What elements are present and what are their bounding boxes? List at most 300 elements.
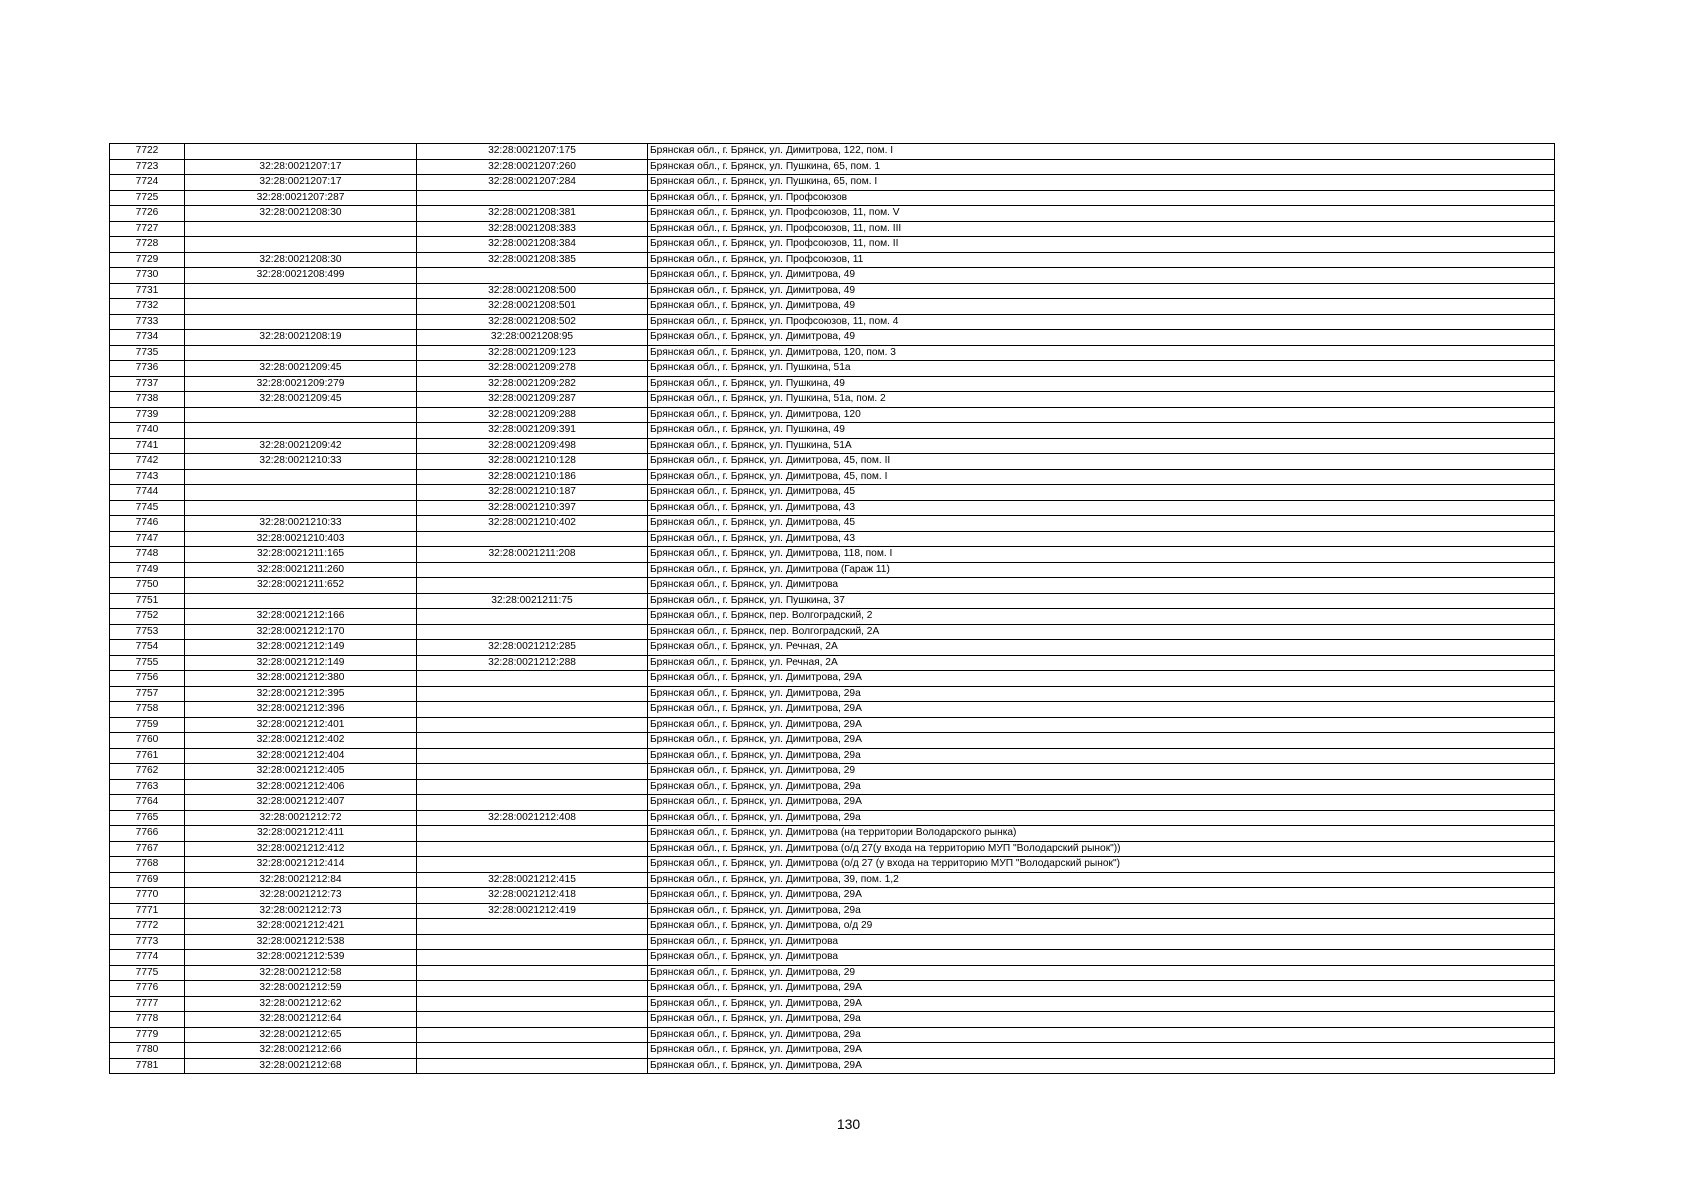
row-number-cell: 7724 bbox=[110, 175, 185, 191]
address-cell: Брянская обл., г. Брянск, ул. Димитрова, 45, пом. I bbox=[648, 469, 1555, 485]
row-number-cell: 7776 bbox=[110, 981, 185, 997]
object-cadastral-cell: 32:28:0021209:287 bbox=[417, 392, 648, 408]
parcel-cadastral-cell: 32:28:0021211:165 bbox=[185, 547, 417, 563]
table-row bbox=[110, 454, 1555, 470]
row-number-cell: 7738 bbox=[110, 392, 185, 408]
row-number-cell: 7781 bbox=[110, 1058, 185, 1074]
row-number-cell: 7780 bbox=[110, 1043, 185, 1059]
address-cell: Брянская обл., г. Брянск, ул. Димитрова, 29а bbox=[648, 1027, 1555, 1043]
table-row bbox=[110, 283, 1555, 299]
parcel-cadastral-cell: 32:28:0021212:149 bbox=[185, 640, 417, 656]
row-number-cell: 7768 bbox=[110, 857, 185, 873]
object-cadastral-cell: 32:28:0021212:418 bbox=[417, 888, 648, 904]
parcel-cadastral-cell: 32:28:0021212:73 bbox=[185, 888, 417, 904]
object-cadastral-cell: 32:28:0021207:175 bbox=[417, 144, 648, 160]
table-row bbox=[110, 671, 1555, 687]
object-cadastral-cell: 32:28:0021210:187 bbox=[417, 485, 648, 501]
row-number-cell: 7742 bbox=[110, 454, 185, 470]
parcel-cadastral-cell: 32:28:0021211:652 bbox=[185, 578, 417, 594]
registry-table bbox=[109, 143, 1555, 1074]
object-cadastral-cell bbox=[417, 779, 648, 795]
parcel-cadastral-cell bbox=[185, 345, 417, 361]
object-cadastral-cell: 32:28:0021208:384 bbox=[417, 237, 648, 253]
address-cell: Брянская обл., г. Брянск, ул. Димитрова, 29 bbox=[648, 965, 1555, 981]
row-number-cell: 7761 bbox=[110, 748, 185, 764]
parcel-cadastral-cell: 32:28:0021207:17 bbox=[185, 159, 417, 175]
object-cadastral-cell bbox=[417, 578, 648, 594]
parcel-cadastral-cell: 32:28:0021212:66 bbox=[185, 1043, 417, 1059]
table-row bbox=[110, 252, 1555, 268]
table-row bbox=[110, 547, 1555, 563]
address-cell: Брянская обл., г. Брянск, пер. Волгоградский, 2 bbox=[648, 609, 1555, 625]
table-row bbox=[110, 810, 1555, 826]
address-cell: Брянская обл., г. Брянск, ул. Профсоюзов, 11 bbox=[648, 252, 1555, 268]
parcel-cadastral-cell: 32:28:0021212:404 bbox=[185, 748, 417, 764]
parcel-cadastral-cell: 32:28:0021212:412 bbox=[185, 841, 417, 857]
row-number-cell: 7766 bbox=[110, 826, 185, 842]
address-cell: Брянская обл., г. Брянск, ул. Димитрова bbox=[648, 578, 1555, 594]
table-row bbox=[110, 733, 1555, 749]
address-cell: Брянская обл., г. Брянск, ул. Димитрова, 122, пом. I bbox=[648, 144, 1555, 160]
object-cadastral-cell bbox=[417, 857, 648, 873]
object-cadastral-cell bbox=[417, 268, 648, 284]
address-cell: Брянская обл., г. Брянск, ул. Димитрова, 29 bbox=[648, 764, 1555, 780]
table-row bbox=[110, 640, 1555, 656]
address-cell: Брянская обл., г. Брянск, ул. Речная, 2А bbox=[648, 640, 1555, 656]
address-cell: Брянская обл., г. Брянск, ул. Димитрова, 29а bbox=[648, 686, 1555, 702]
table-row bbox=[110, 345, 1555, 361]
table-row bbox=[110, 826, 1555, 842]
address-cell: Брянская обл., г. Брянск, ул. Пушкина, 49 bbox=[648, 423, 1555, 439]
parcel-cadastral-cell bbox=[185, 237, 417, 253]
address-cell: Брянская обл., г. Брянск, ул. Димитрова, 49 bbox=[648, 330, 1555, 346]
object-cadastral-cell bbox=[417, 190, 648, 206]
row-number-cell: 7726 bbox=[110, 206, 185, 222]
object-cadastral-cell bbox=[417, 965, 648, 981]
address-cell: Брянская обл., г. Брянск, ул. Димитрова (на территории Володарского рынка) bbox=[648, 826, 1555, 842]
object-cadastral-cell: 32:28:0021208:385 bbox=[417, 252, 648, 268]
row-number-cell: 7758 bbox=[110, 702, 185, 718]
object-cadastral-cell bbox=[417, 562, 648, 578]
table-row bbox=[110, 485, 1555, 501]
table-row bbox=[110, 469, 1555, 485]
parcel-cadastral-cell: 32:28:0021210:403 bbox=[185, 531, 417, 547]
address-cell: Брянская обл., г. Брянск, ул. Димитрова, 29а bbox=[648, 1012, 1555, 1028]
table-row bbox=[110, 237, 1555, 253]
row-number-cell: 7727 bbox=[110, 221, 185, 237]
parcel-cadastral-cell: 32:28:0021207:17 bbox=[185, 175, 417, 191]
row-number-cell: 7722 bbox=[110, 144, 185, 160]
row-number-cell: 7762 bbox=[110, 764, 185, 780]
address-cell: Брянская обл., г. Брянск, ул. Димитрова, 29А bbox=[648, 981, 1555, 997]
object-cadastral-cell: 32:28:0021211:208 bbox=[417, 547, 648, 563]
object-cadastral-cell: 32:28:0021209:278 bbox=[417, 361, 648, 377]
object-cadastral-cell: 32:28:0021209:288 bbox=[417, 407, 648, 423]
table-row bbox=[110, 423, 1555, 439]
address-cell: Брянская обл., г. Брянск, ул. Пушкина, 65, пом. 1 bbox=[648, 159, 1555, 175]
address-cell: Брянская обл., г. Брянск, ул. Пушкина, 51А bbox=[648, 438, 1555, 454]
row-number-cell: 7744 bbox=[110, 485, 185, 501]
table-row bbox=[110, 748, 1555, 764]
object-cadastral-cell bbox=[417, 671, 648, 687]
parcel-cadastral-cell bbox=[185, 423, 417, 439]
object-cadastral-cell: 32:28:0021212:408 bbox=[417, 810, 648, 826]
table-row bbox=[110, 779, 1555, 795]
object-cadastral-cell: 32:28:0021209:123 bbox=[417, 345, 648, 361]
row-number-cell: 7751 bbox=[110, 593, 185, 609]
table-row bbox=[110, 686, 1555, 702]
parcel-cadastral-cell: 32:28:0021212:149 bbox=[185, 655, 417, 671]
row-number-cell: 7765 bbox=[110, 810, 185, 826]
row-number-cell: 7750 bbox=[110, 578, 185, 594]
address-cell: Брянская обл., г. Брянск, ул. Димитрова (Гараж 11) bbox=[648, 562, 1555, 578]
table-row bbox=[110, 764, 1555, 780]
row-number-cell: 7734 bbox=[110, 330, 185, 346]
object-cadastral-cell: 32:28:0021207:284 bbox=[417, 175, 648, 191]
object-cadastral-cell: 32:28:0021208:383 bbox=[417, 221, 648, 237]
row-number-cell: 7728 bbox=[110, 237, 185, 253]
parcel-cadastral-cell bbox=[185, 221, 417, 237]
parcel-cadastral-cell: 32:28:0021212:64 bbox=[185, 1012, 417, 1028]
object-cadastral-cell bbox=[417, 826, 648, 842]
parcel-cadastral-cell: 32:28:0021212:166 bbox=[185, 609, 417, 625]
address-cell: Брянская обл., г. Брянск, ул. Димитрова, 29а bbox=[648, 810, 1555, 826]
address-cell: Брянская обл., г. Брянск, ул. Димитрова, 29а bbox=[648, 748, 1555, 764]
parcel-cadastral-cell: 32:28:0021212:538 bbox=[185, 934, 417, 950]
table-row bbox=[110, 190, 1555, 206]
parcel-cadastral-cell bbox=[185, 407, 417, 423]
row-number-cell: 7760 bbox=[110, 733, 185, 749]
table-row bbox=[110, 996, 1555, 1012]
parcel-cadastral-cell: 32:28:0021210:33 bbox=[185, 516, 417, 532]
address-cell: Брянская обл., г. Брянск, ул. Пушкина, 51а bbox=[648, 361, 1555, 377]
row-number-cell: 7764 bbox=[110, 795, 185, 811]
parcel-cadastral-cell: 32:28:0021212:421 bbox=[185, 919, 417, 935]
row-number-cell: 7755 bbox=[110, 655, 185, 671]
object-cadastral-cell: 32:28:0021208:95 bbox=[417, 330, 648, 346]
parcel-cadastral-cell: 32:28:0021212:72 bbox=[185, 810, 417, 826]
object-cadastral-cell bbox=[417, 934, 648, 950]
parcel-cadastral-cell: 32:28:0021210:33 bbox=[185, 454, 417, 470]
row-number-cell: 7774 bbox=[110, 950, 185, 966]
object-cadastral-cell bbox=[417, 1012, 648, 1028]
parcel-cadastral-cell: 32:28:0021207:287 bbox=[185, 190, 417, 206]
row-number-cell: 7745 bbox=[110, 500, 185, 516]
object-cadastral-cell bbox=[417, 1043, 648, 1059]
table-row bbox=[110, 144, 1555, 160]
parcel-cadastral-cell: 32:28:0021208:30 bbox=[185, 206, 417, 222]
object-cadastral-cell bbox=[417, 996, 648, 1012]
row-number-cell: 7752 bbox=[110, 609, 185, 625]
object-cadastral-cell: 32:28:0021212:285 bbox=[417, 640, 648, 656]
row-number-cell: 7767 bbox=[110, 841, 185, 857]
address-cell: Брянская обл., г. Брянск, ул. Димитрова, 49 bbox=[648, 268, 1555, 284]
object-cadastral-cell bbox=[417, 981, 648, 997]
row-number-cell: 7723 bbox=[110, 159, 185, 175]
address-cell: Брянская обл., г. Брянск, ул. Димитрова, 49 bbox=[648, 283, 1555, 299]
row-number-cell: 7732 bbox=[110, 299, 185, 315]
address-cell: Брянская обл., г. Брянск, ул. Пушкина, 51а, пом. 2 bbox=[648, 392, 1555, 408]
object-cadastral-cell bbox=[417, 748, 648, 764]
parcel-cadastral-cell: 32:28:0021209:45 bbox=[185, 392, 417, 408]
parcel-cadastral-cell: 32:28:0021212:65 bbox=[185, 1027, 417, 1043]
address-cell: Брянская обл., г. Брянск, ул. Димитрова, 29А bbox=[648, 1058, 1555, 1074]
table-row bbox=[110, 655, 1555, 671]
object-cadastral-cell: 32:28:0021212:415 bbox=[417, 872, 648, 888]
address-cell: Брянская обл., г. Брянск, ул. Пушкина, 65, пом. I bbox=[648, 175, 1555, 191]
table-row bbox=[110, 221, 1555, 237]
row-number-cell: 7729 bbox=[110, 252, 185, 268]
table-row bbox=[110, 438, 1555, 454]
parcel-cadastral-cell bbox=[185, 299, 417, 315]
parcel-cadastral-cell: 32:28:0021212:395 bbox=[185, 686, 417, 702]
address-cell: Брянская обл., г. Брянск, ул. Димитрова, 43 bbox=[648, 531, 1555, 547]
row-number-cell: 7772 bbox=[110, 919, 185, 935]
object-cadastral-cell bbox=[417, 733, 648, 749]
table-row bbox=[110, 919, 1555, 935]
object-cadastral-cell: 32:28:0021212:419 bbox=[417, 903, 648, 919]
object-cadastral-cell: 32:28:0021208:500 bbox=[417, 283, 648, 299]
row-number-cell: 7749 bbox=[110, 562, 185, 578]
row-number-cell: 7756 bbox=[110, 671, 185, 687]
table-row bbox=[110, 500, 1555, 516]
table-row bbox=[110, 702, 1555, 718]
address-cell: Брянская обл., г. Брянск, ул. Пушкина, 37 bbox=[648, 593, 1555, 609]
table-row bbox=[110, 872, 1555, 888]
table-row bbox=[110, 299, 1555, 315]
table-row bbox=[110, 159, 1555, 175]
table-row bbox=[110, 268, 1555, 284]
address-cell: Брянская обл., г. Брянск, ул. Димитрова, 29А bbox=[648, 888, 1555, 904]
parcel-cadastral-cell: 32:28:0021212:59 bbox=[185, 981, 417, 997]
address-cell: Брянская обл., г. Брянск, ул. Димитрова, 29А bbox=[648, 1043, 1555, 1059]
object-cadastral-cell bbox=[417, 624, 648, 640]
address-cell: Брянская обл., г. Брянск, ул. Димитрова, 118, пом. I bbox=[648, 547, 1555, 563]
parcel-cadastral-cell: 32:28:0021212:73 bbox=[185, 903, 417, 919]
table-row bbox=[110, 624, 1555, 640]
object-cadastral-cell bbox=[417, 1058, 648, 1074]
parcel-cadastral-cell: 32:28:0021212:406 bbox=[185, 779, 417, 795]
parcel-cadastral-cell: 32:28:0021208:30 bbox=[185, 252, 417, 268]
object-cadastral-cell bbox=[417, 764, 648, 780]
object-cadastral-cell bbox=[417, 609, 648, 625]
address-cell: Брянская обл., г. Брянск, ул. Димитрова, 43 bbox=[648, 500, 1555, 516]
row-number-cell: 7733 bbox=[110, 314, 185, 330]
row-number-cell: 7778 bbox=[110, 1012, 185, 1028]
address-cell: Брянская обл., г. Брянск, ул. Димитрова, 29А bbox=[648, 717, 1555, 733]
object-cadastral-cell bbox=[417, 686, 648, 702]
address-cell: Брянская обл., г. Брянск, ул. Димитрова bbox=[648, 934, 1555, 950]
table-row bbox=[110, 950, 1555, 966]
object-cadastral-cell: 32:28:0021208:381 bbox=[417, 206, 648, 222]
address-cell: Брянская обл., г. Брянск, ул. Димитрова, 45, пом. II bbox=[648, 454, 1555, 470]
parcel-cadastral-cell: 32:28:0021212:62 bbox=[185, 996, 417, 1012]
table-row bbox=[110, 531, 1555, 547]
address-cell: Брянская обл., г. Брянск, ул. Профсоюзов, 11, пом. 4 bbox=[648, 314, 1555, 330]
parcel-cadastral-cell: 32:28:0021212:58 bbox=[185, 965, 417, 981]
table-row bbox=[110, 562, 1555, 578]
object-cadastral-cell bbox=[417, 950, 648, 966]
row-number-cell: 7743 bbox=[110, 469, 185, 485]
row-number-cell: 7725 bbox=[110, 190, 185, 206]
object-cadastral-cell: 32:28:0021211:75 bbox=[417, 593, 648, 609]
address-cell: Брянская обл., г. Брянск, ул. Димитрова (о/д 27 (у входа на территорию МУП "Володарский рынок") bbox=[648, 857, 1555, 873]
address-cell: Брянская обл., г. Брянск, ул. Димитрова, 29А bbox=[648, 996, 1555, 1012]
table-row bbox=[110, 841, 1555, 857]
parcel-cadastral-cell: 32:28:0021209:45 bbox=[185, 361, 417, 377]
parcel-cadastral-cell bbox=[185, 144, 417, 160]
object-cadastral-cell: 32:28:0021210:186 bbox=[417, 469, 648, 485]
object-cadastral-cell bbox=[417, 702, 648, 718]
object-cadastral-cell: 32:28:0021209:498 bbox=[417, 438, 648, 454]
table-row bbox=[110, 934, 1555, 950]
table-row bbox=[110, 609, 1555, 625]
table-row bbox=[110, 314, 1555, 330]
address-cell: Брянская обл., г. Брянск, ул. Димитрова, 29а bbox=[648, 903, 1555, 919]
table-row bbox=[110, 392, 1555, 408]
parcel-cadastral-cell: 32:28:0021212:405 bbox=[185, 764, 417, 780]
table-row bbox=[110, 361, 1555, 377]
table-row bbox=[110, 1027, 1555, 1043]
address-cell: Брянская обл., г. Брянск, ул. Димитрова, 120 bbox=[648, 407, 1555, 423]
parcel-cadastral-cell: 32:28:0021212:170 bbox=[185, 624, 417, 640]
row-number-cell: 7735 bbox=[110, 345, 185, 361]
address-cell: Брянская обл., г. Брянск, ул. Димитрова, 29А bbox=[648, 795, 1555, 811]
object-cadastral-cell bbox=[417, 531, 648, 547]
parcel-cadastral-cell: 32:28:0021212:401 bbox=[185, 717, 417, 733]
row-number-cell: 7759 bbox=[110, 717, 185, 733]
table-row bbox=[110, 206, 1555, 222]
table-row bbox=[110, 888, 1555, 904]
parcel-cadastral-cell: 32:28:0021212:407 bbox=[185, 795, 417, 811]
parcel-cadastral-cell bbox=[185, 485, 417, 501]
address-cell: Брянская обл., г. Брянск, ул. Димитрова, 29а bbox=[648, 779, 1555, 795]
table-row bbox=[110, 903, 1555, 919]
table-row bbox=[110, 717, 1555, 733]
parcel-cadastral-cell: 32:28:0021208:499 bbox=[185, 268, 417, 284]
table-row bbox=[110, 578, 1555, 594]
address-cell: Брянская обл., г. Брянск, ул. Димитрова, 49 bbox=[648, 299, 1555, 315]
object-cadastral-cell: 32:28:0021210:402 bbox=[417, 516, 648, 532]
row-number-cell: 7748 bbox=[110, 547, 185, 563]
object-cadastral-cell bbox=[417, 717, 648, 733]
object-cadastral-cell: 32:28:0021212:288 bbox=[417, 655, 648, 671]
table-row bbox=[110, 516, 1555, 532]
table-row bbox=[110, 376, 1555, 392]
parcel-cadastral-cell bbox=[185, 314, 417, 330]
table-row bbox=[110, 1058, 1555, 1074]
address-cell: Брянская обл., г. Брянск, ул. Речная, 2А bbox=[648, 655, 1555, 671]
table-row bbox=[110, 1012, 1555, 1028]
row-number-cell: 7769 bbox=[110, 872, 185, 888]
address-cell: Брянская обл., г. Брянск, ул. Профсоюзов, 11, пом. II bbox=[648, 237, 1555, 253]
table-row bbox=[110, 330, 1555, 346]
row-number-cell: 7754 bbox=[110, 640, 185, 656]
parcel-cadastral-cell: 32:28:0021212:68 bbox=[185, 1058, 417, 1074]
table-row bbox=[110, 795, 1555, 811]
page-number: 130 bbox=[836, 1116, 861, 1132]
row-number-cell: 7737 bbox=[110, 376, 185, 392]
address-cell: Брянская обл., г. Брянск, ул. Димитрова, 29А bbox=[648, 671, 1555, 687]
object-cadastral-cell: 32:28:0021208:502 bbox=[417, 314, 648, 330]
parcel-cadastral-cell: 32:28:0021209:279 bbox=[185, 376, 417, 392]
row-number-cell: 7777 bbox=[110, 996, 185, 1012]
table-row bbox=[110, 175, 1555, 191]
table-row bbox=[110, 593, 1555, 609]
parcel-cadastral-cell: 32:28:0021208:19 bbox=[185, 330, 417, 346]
table-row bbox=[110, 857, 1555, 873]
parcel-cadastral-cell: 32:28:0021211:260 bbox=[185, 562, 417, 578]
address-cell: Брянская обл., г. Брянск, ул. Димитрова, 120, пом. 3 bbox=[648, 345, 1555, 361]
object-cadastral-cell: 32:28:0021210:397 bbox=[417, 500, 648, 516]
parcel-cadastral-cell bbox=[185, 283, 417, 299]
row-number-cell: 7753 bbox=[110, 624, 185, 640]
row-number-cell: 7747 bbox=[110, 531, 185, 547]
row-number-cell: 7739 bbox=[110, 407, 185, 423]
object-cadastral-cell: 32:28:0021208:501 bbox=[417, 299, 648, 315]
parcel-cadastral-cell: 32:28:0021212:396 bbox=[185, 702, 417, 718]
row-number-cell: 7740 bbox=[110, 423, 185, 439]
row-number-cell: 7770 bbox=[110, 888, 185, 904]
row-number-cell: 7746 bbox=[110, 516, 185, 532]
parcel-cadastral-cell bbox=[185, 593, 417, 609]
row-number-cell: 7763 bbox=[110, 779, 185, 795]
parcel-cadastral-cell: 32:28:0021212:84 bbox=[185, 872, 417, 888]
parcel-cadastral-cell: 32:28:0021209:42 bbox=[185, 438, 417, 454]
parcel-cadastral-cell: 32:28:0021212:414 bbox=[185, 857, 417, 873]
row-number-cell: 7775 bbox=[110, 965, 185, 981]
object-cadastral-cell bbox=[417, 795, 648, 811]
address-cell: Брянская обл., г. Брянск, ул. Димитрова, 45 bbox=[648, 485, 1555, 501]
address-cell: Брянская обл., г. Брянск, ул. Димитрова, 29А bbox=[648, 733, 1555, 749]
object-cadastral-cell: 32:28:0021210:128 bbox=[417, 454, 648, 470]
table-row bbox=[110, 1043, 1555, 1059]
row-number-cell: 7741 bbox=[110, 438, 185, 454]
address-cell: Брянская обл., г. Брянск, ул. Димитрова, о/д 29 bbox=[648, 919, 1555, 935]
address-cell: Брянская обл., г. Брянск, ул. Профсоюзов bbox=[648, 190, 1555, 206]
address-cell: Брянская обл., г. Брянск, ул. Димитрова, 39, пом. 1,2 bbox=[648, 872, 1555, 888]
object-cadastral-cell bbox=[417, 841, 648, 857]
address-cell: Брянская обл., г. Брянск, ул. Пушкина, 49 bbox=[648, 376, 1555, 392]
row-number-cell: 7779 bbox=[110, 1027, 185, 1043]
address-cell: Брянская обл., г. Брянск, ул. Профсоюзов, 11, пом. III bbox=[648, 221, 1555, 237]
parcel-cadastral-cell: 32:28:0021212:380 bbox=[185, 671, 417, 687]
address-cell: Брянская обл., г. Брянск, ул. Димитрова (о/д 27(у входа на территорию МУП "Володарский рынок")) bbox=[648, 841, 1555, 857]
row-number-cell: 7757 bbox=[110, 686, 185, 702]
table-row bbox=[110, 965, 1555, 981]
parcel-cadastral-cell bbox=[185, 500, 417, 516]
table-row bbox=[110, 981, 1555, 997]
row-number-cell: 7736 bbox=[110, 361, 185, 377]
row-number-cell: 7771 bbox=[110, 903, 185, 919]
address-cell: Брянская обл., г. Брянск, ул. Димитрова, 45 bbox=[648, 516, 1555, 532]
parcel-cadastral-cell: 32:28:0021212:539 bbox=[185, 950, 417, 966]
object-cadastral-cell bbox=[417, 1027, 648, 1043]
parcel-cadastral-cell bbox=[185, 469, 417, 485]
address-cell: Брянская обл., г. Брянск, пер. Волгоградский, 2А bbox=[648, 624, 1555, 640]
row-number-cell: 7731 bbox=[110, 283, 185, 299]
row-number-cell: 7730 bbox=[110, 268, 185, 284]
object-cadastral-cell: 32:28:0021209:391 bbox=[417, 423, 648, 439]
object-cadastral-cell: 32:28:0021207:260 bbox=[417, 159, 648, 175]
registry-table-body bbox=[110, 144, 1555, 1074]
row-number-cell: 7773 bbox=[110, 934, 185, 950]
object-cadastral-cell bbox=[417, 919, 648, 935]
table-row bbox=[110, 407, 1555, 423]
parcel-cadastral-cell: 32:28:0021212:402 bbox=[185, 733, 417, 749]
address-cell: Брянская обл., г. Брянск, ул. Профсоюзов, 11, пом. V bbox=[648, 206, 1555, 222]
address-cell: Брянская обл., г. Брянск, ул. Димитрова, 29А bbox=[648, 702, 1555, 718]
